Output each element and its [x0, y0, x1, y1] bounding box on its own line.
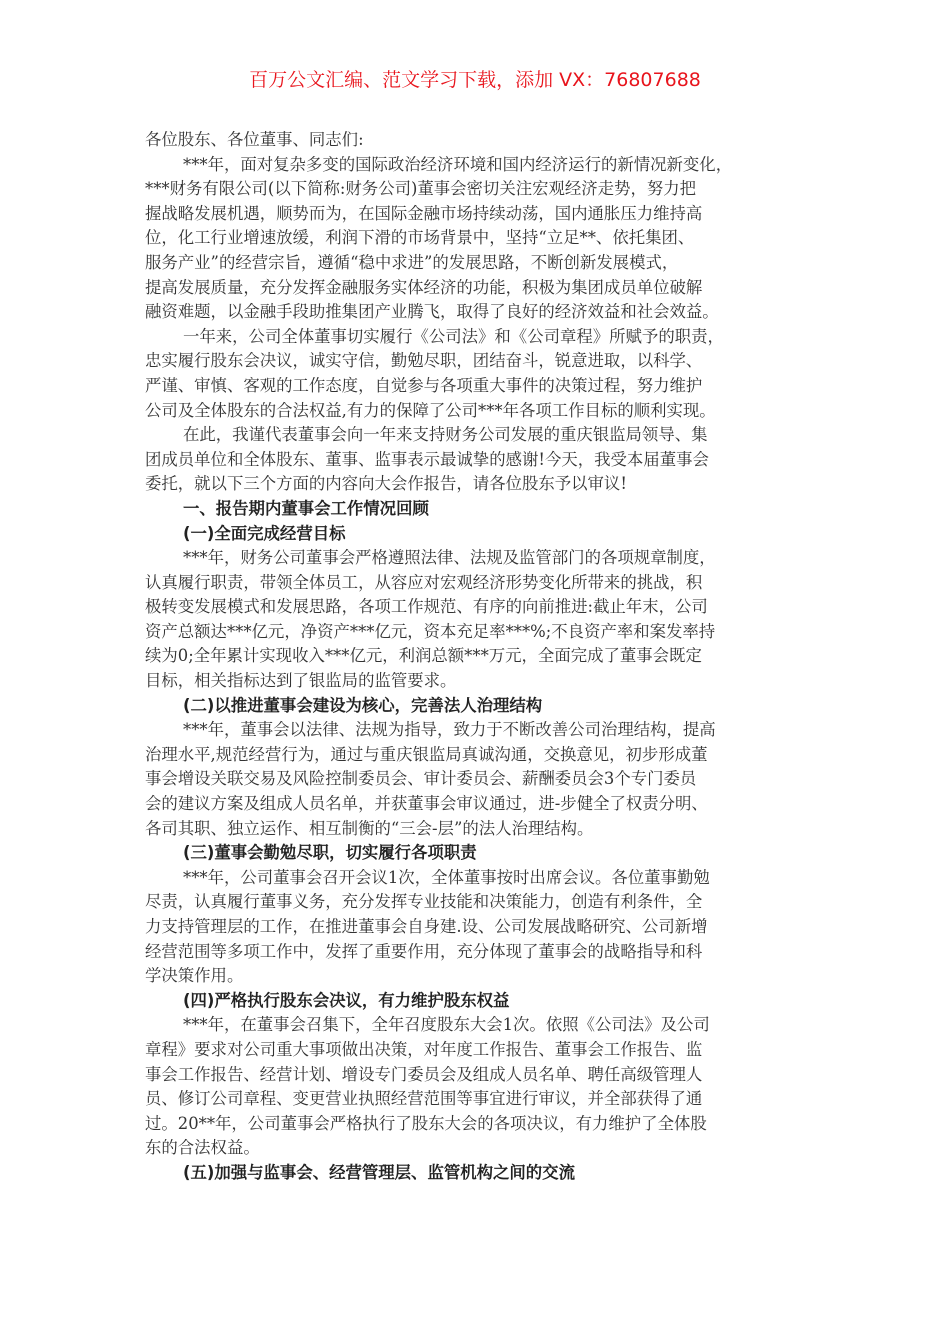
paragraph-line: 在此，我谨代表董事会向一年来支持财务公司发展的重庆银监局领导、集 [183, 425, 708, 445]
section-heading [145, 1161, 825, 1186]
section-heading [145, 841, 825, 866]
paragraph-line: 极转变发展模式和发展思路，各项工作规范、有序的向前推进:截止年末，公司 [145, 597, 708, 617]
paragraph-line: ***年，公司董事会召开会议1次，全体董事按时出席会议。各位董事勤勉 [183, 867, 710, 887]
paragraph-line: 学决策作用。 [145, 966, 244, 986]
paragraph-line: 续为0;全年累计实现收入***亿元，利润总额***万元，全面完成了董事会既定 [145, 646, 702, 666]
download-banner: 百万公文汇编、范文学习下载，添加 VX：76807688 [249, 69, 701, 91]
section-heading [145, 522, 825, 547]
paragraph-line: 事会工作报告、经营计划、增设专门委员会及组成人员名单、聘任高级管理人 [145, 1064, 703, 1084]
paragraph [145, 153, 825, 325]
section-heading [145, 694, 825, 719]
paragraph-line: 会的建议方案及组成人员名单，并获董事会审议通过，进-步健全了权责分明、 [145, 794, 708, 814]
paragraph [145, 546, 825, 694]
paragraph-line: 认真履行职责，带领全体员工，从容应对宏观经济形势变化所带来的挑战，积 [145, 572, 703, 592]
paragraph-line: ***年，财务公司董事会严格遵照法律、法规及监管部门的各项规章制度， [183, 548, 716, 568]
paragraph [145, 1013, 825, 1161]
document-page [145, 128, 825, 1186]
paragraph-line: 事会增设关联交易及风险控制委员会、审计委员会、薪酬委员会3个专门委员 [145, 769, 697, 789]
paragraph [145, 866, 825, 989]
salutation: 各位股东、各位董事、同志们: [145, 130, 364, 149]
heading-text: (四)严格执行股东会决议，有力维护股东权益 [183, 990, 510, 1010]
paragraph-line: ***财务有限公司(以下简称:财务公司)董事会密切关注宏观经济走势，努力把 [145, 179, 697, 199]
paragraph-line: 团成员单位和全体股东、董事、监事表示最诚挚的感谢!今天，我受本届董事会 [145, 449, 709, 469]
paragraph-line: 忠实履行股东会决议，诚实守信，勤勉尽职，团结奋斗，锐意进取，以科学、 [145, 351, 703, 371]
paragraph-line: 提高发展质量，充分发挥金融服务实体经济的功能，积极为集团成员单位破解 [145, 277, 703, 297]
paragraph-line: ***年，在董事会召集下，全年召度股东大会1次。依照《公司法》及公司 [183, 1015, 710, 1035]
paragraph-line: 融资难题，以金融手段助推集团产业腾飞，取得了良好的经济效益和社会效益。 [145, 302, 719, 322]
paragraph-line: 严谨、审慎、客观的工作态度，自觉参与各项重大事件的决策过程，努力维护 [145, 375, 703, 395]
heading-text: (三)董事会勤勉尽职，切实履行各项职责 [183, 843, 477, 863]
paragraph-line: 力支持管理层的工作，在推进董事会自身建.设、公司发展战略研究、公司新增 [145, 917, 708, 936]
heading-text: (二)以推进董事会建设为核心，完善法人治理结构 [183, 695, 543, 715]
paragraph-line: 位，化工行业增速放缓，利润下滑的市场背景中，坚持“立足**、依托集团、 [145, 228, 695, 248]
paragraph-line: 一年来，公司全体董事切实履行《公司法》和《公司章程》所赋予的职责， [183, 326, 724, 346]
heading-text: (一)全面完成经营目标 [183, 523, 346, 543]
paragraph-line: 东的合法权益。 [145, 1138, 260, 1158]
paragraph-line: 资产总额达***亿元，净资产***亿元，资本充足率***%;不良资产率和案发率持 [145, 621, 716, 641]
section-heading [145, 989, 825, 1014]
paragraph-line: 目标，相关指标达到了银监局的监管要求。 [145, 671, 457, 691]
paragraph [145, 325, 825, 423]
heading-text: 一、报告期内董事会工作情况回顾 [183, 498, 429, 518]
paragraph-line: 员、修订公司章程、变更营业执照经营范围等事宜进行审议，并全部获得了通 [145, 1089, 703, 1109]
paragraph-line: 过。20**年，公司董事会严格执行了股东大会的各项决议，有力维护了全体股 [145, 1113, 707, 1133]
paragraph-line: 治理水平,规范经营行为，通过与重庆银监局真诚沟通，交换意见，初步形成董 [145, 744, 708, 764]
paragraph-line: 握战略发展机遇，顺势而为，在国际金融市场持续动荡，国内通胀压力维持高 [145, 203, 703, 223]
paragraph-line: 公司及全体股东的合法权益,有力的保障了公司***年各项工作目标的顺利实现。 [145, 400, 716, 420]
section-heading [145, 497, 825, 522]
paragraph-line: ***年，面对复杂多变的国际政治经济环境和国内经济运行的新情况新变化， [183, 154, 733, 174]
paragraph [145, 718, 825, 841]
paragraph-line: 经营范围等多项工作中，发挥了重要作用，充分体现了董事会的战略指导和科 [145, 941, 703, 961]
heading-text: (五)加强与监事会、经营管理层、监管机构之间的交流 [183, 1162, 575, 1182]
paragraph-line: 服务产业”的经营宗旨，遵循“稳中求进”的发展思路，不断创新发展模式， [145, 252, 679, 272]
document-body [145, 153, 825, 1186]
paragraph-line: ***年，董事会以法律、法规为指导，致力于不断改善公司治理结构，提高 [183, 720, 716, 740]
paragraph-line: 尽责，认真履行董事义务，充分发挥专业技能和决策能力，创造有利条件，全 [145, 892, 703, 912]
paragraph [145, 423, 825, 497]
paragraph-line: 章程》要求对公司重大事项做出决策，对年度工作报告、董事会工作报告、监 [145, 1039, 703, 1059]
paragraph-line: 委托，就以下三个方面的内容向大会作报告，请各位股东予以审议! [145, 474, 627, 494]
paragraph-line: 各司其职、独立运作、相互制衡的“三会-层”的法人治理结构。 [145, 818, 594, 838]
